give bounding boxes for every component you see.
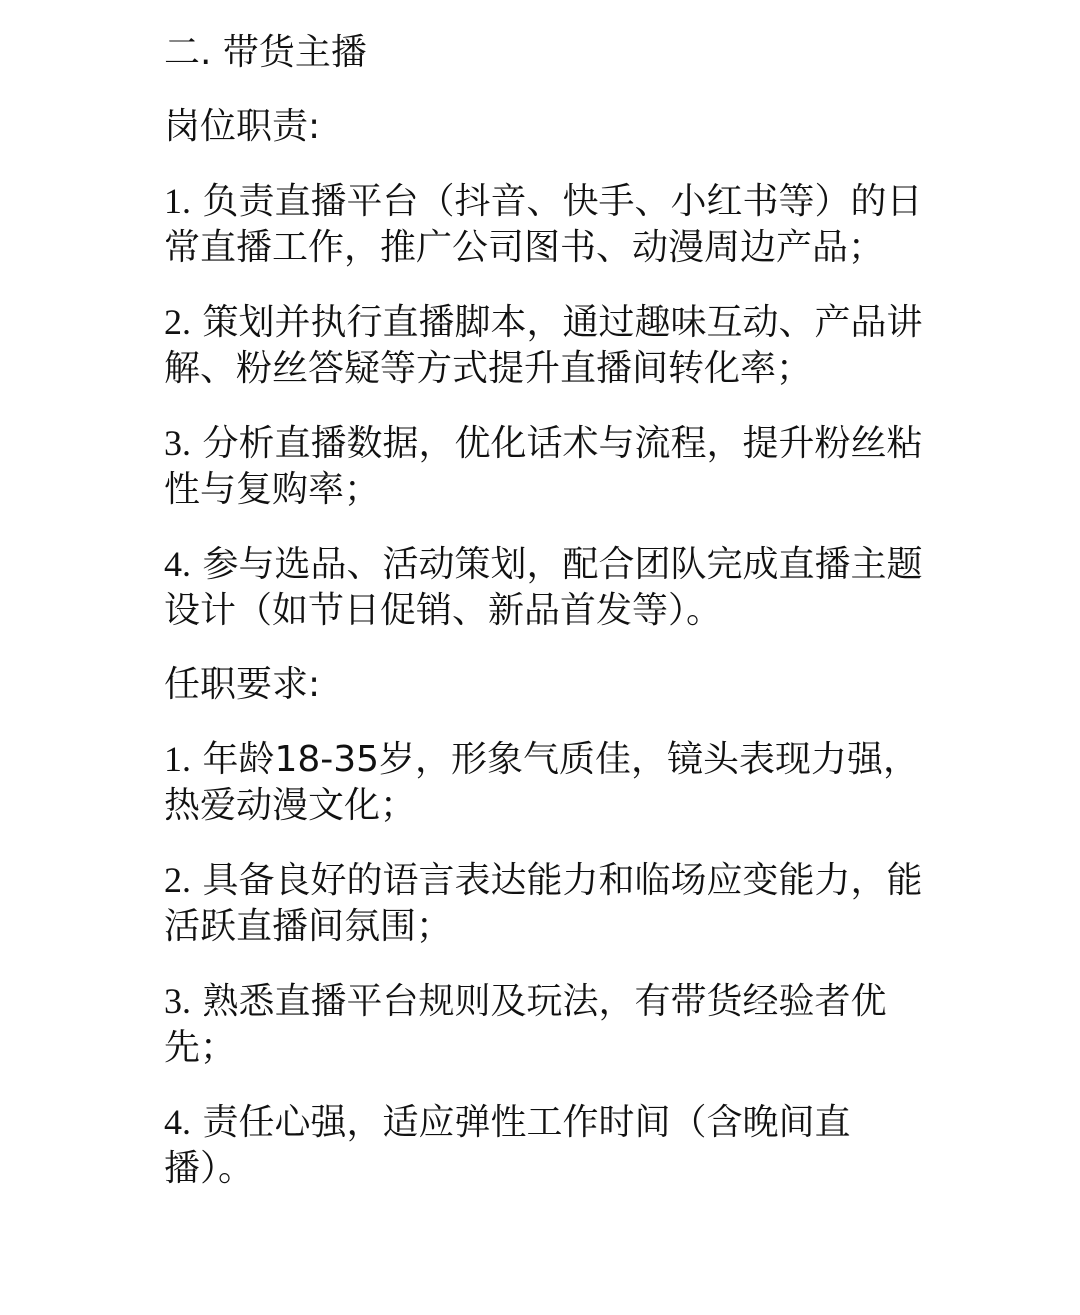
section-title: 二. 带货主播	[164, 32, 367, 73]
item-text: 熟悉直播平台规则及玩法，有带货经验者优先；	[164, 981, 887, 1068]
item-text: 责任心强，适应弹性工作时间（含晚间直播）。	[164, 1102, 851, 1189]
responsibilities-heading: 岗位职责:	[164, 106, 321, 147]
item-number: 4.	[164, 544, 191, 584]
item-number: 1.	[164, 739, 191, 779]
responsibility-item-3	[164, 420, 924, 513]
item-number: 2.	[164, 302, 191, 342]
item-number: 3.	[164, 423, 191, 463]
requirements-heading: 任职要求:	[164, 664, 321, 705]
item-text: 具备良好的语言表达能力和临场应变能力，能活跃直播间氛围；	[164, 860, 923, 947]
responsibility-item-2	[164, 299, 924, 392]
item-text: 年龄18-35岁，形象气质佳，镜头表现力强，热爱动漫文化；	[164, 739, 920, 826]
item-number: 3.	[164, 981, 191, 1021]
item-number: 4.	[164, 1102, 191, 1142]
item-text: 策划并执行直播脚本，通过趣味互动、产品讲解、粉丝答疑等方式提升直播间转化率；	[164, 302, 923, 389]
requirement-item-1	[164, 736, 924, 829]
item-text: 参与选品、活动策划，配合团队完成直播主题设计（如节日促销、新品首发等）。	[164, 544, 923, 631]
item-text: 分析直播数据，优化话术与流程，提升粉丝粘性与复购率；	[164, 423, 923, 510]
requirement-item-3	[164, 978, 924, 1071]
responsibility-item-4	[164, 541, 924, 634]
job-posting-document	[164, 30, 924, 1192]
requirement-item-2	[164, 857, 924, 950]
item-number: 2.	[164, 860, 191, 900]
item-number: 1.	[164, 181, 191, 221]
responsibility-item-1	[164, 178, 924, 271]
item-text: 负责直播平台（抖音、快手、小红书等）的日常直播工作，推广公司图书、动漫周边产品；	[164, 181, 923, 268]
requirement-item-4	[164, 1099, 924, 1192]
